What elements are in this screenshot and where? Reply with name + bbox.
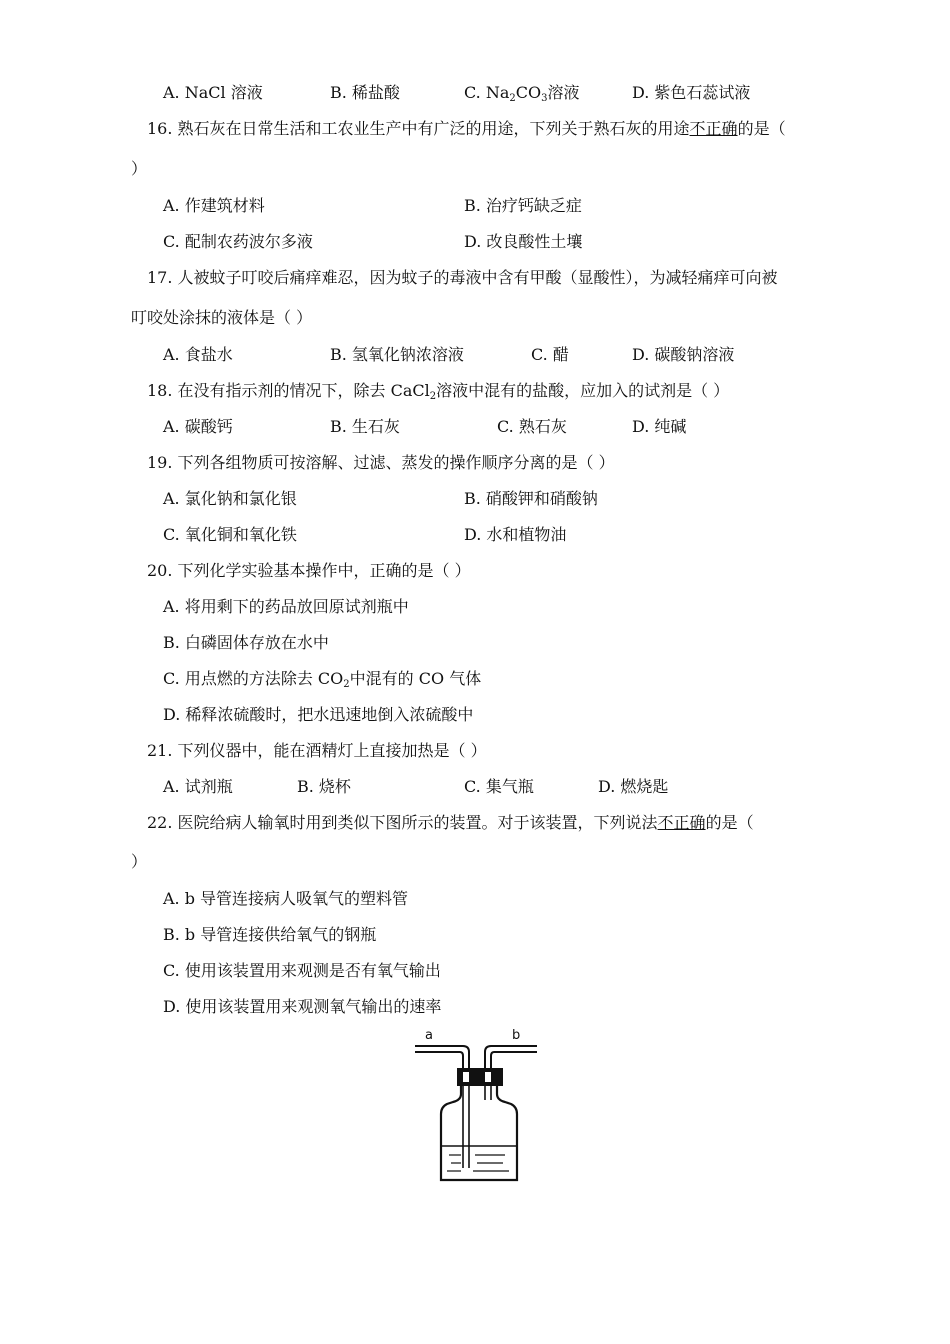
q19-stem: 19. 下列各组物质可按溶解、过滤、蒸发的操作顺序分离的是（ ） xyxy=(147,453,615,472)
q18-option-d: D. 纯碱 xyxy=(632,417,687,436)
q18-stem: 18. 在没有指示剂的情况下，除去 CaCl$_2$溶液中混有的盐酸，应加入的试剂是（ ） xyxy=(147,381,730,402)
q17-option-d: D. 碳酸钠溶液 xyxy=(632,345,735,364)
q15-option-a: A. NaCl 溶液 xyxy=(163,83,263,102)
q21-option-d: D. 燃烧匙 xyxy=(598,777,669,796)
q15-option-d: D. 紫色石蕊试液 xyxy=(632,83,751,102)
q18-option-c: C. 熟石灰 xyxy=(497,417,567,436)
q17-option-b: B. 氢氧化钠浓溶液 xyxy=(330,345,464,364)
q16-option-a: A. 作建筑材料 xyxy=(163,196,265,215)
q21-option-a: A. 试剂瓶 xyxy=(163,777,233,796)
tube-a xyxy=(415,1046,469,1068)
q22-option-a: A. b 导管连接病人吸氧气的塑料管 xyxy=(163,889,409,908)
q21-option-c: C. 集气瓶 xyxy=(464,777,534,796)
q16-option-d: D. 改良酸性土壤 xyxy=(464,232,583,251)
q20-option-b: B. 白磷固体存放在水中 xyxy=(163,633,329,652)
bottle-body xyxy=(441,1086,517,1180)
q16-stem-end: ） xyxy=(131,159,148,178)
q19-option-d: D. 水和植物油 xyxy=(464,525,567,544)
q22-stem: 22. 医院给病人输氧时用到类似下图所示的装置。对于该装置，下列说法不正确的是（ xyxy=(147,813,754,832)
q18-option-b: B. 生石灰 xyxy=(330,417,400,436)
q17-stem-line2: 叮咬处涂抹的液体是（ ） xyxy=(131,308,313,327)
q19-option-b: B. 硝酸钾和硝酸钠 xyxy=(464,489,598,508)
q17-stem-line1: 17. 人被蚊子叮咬后痛痒难忍，因为蚊子的毒液中含有甲酸（显酸性），为减轻痛痒可向被 xyxy=(147,268,778,287)
q19-option-c: C. 氧化铜和氧化铁 xyxy=(163,525,297,544)
q22-option-d: D. 使用该装置用来观测氧气输出的速率 xyxy=(163,997,442,1016)
gas-washing-bottle-figure xyxy=(405,1028,545,1188)
q18-option-a: A. 碳酸钙 xyxy=(163,417,233,436)
q15-option-b: B. 稀盐酸 xyxy=(330,83,400,102)
label-b: b xyxy=(512,1028,521,1043)
q16-option-b: B. 治疗钙缺乏症 xyxy=(464,196,582,215)
q21-stem: 21. 下列仪器中，能在酒精灯上直接加热是（ ） xyxy=(147,741,487,760)
q20-option-d: D. 稀释浓硫酸时，把水迅速地倒入浓硫酸中 xyxy=(163,705,474,724)
label-a: a xyxy=(425,1028,433,1043)
q17-option-a: A. 食盐水 xyxy=(163,345,233,364)
q22-option-c: C. 使用该装置用来观测是否有氧气输出 xyxy=(163,961,441,980)
q22-option-b: B. b 导管连接供给氧气的钢瓶 xyxy=(163,925,377,944)
q17-option-c: C. 醋 xyxy=(531,345,569,364)
q16-option-c: C. 配制农药波尔多液 xyxy=(163,232,313,251)
q20-option-c: C. 用点燃的方法除去 $CO_2$中混有的 CO 气体 xyxy=(163,669,482,690)
q22-stem-end: ） xyxy=(131,852,148,871)
q16-stem: 16. 熟石灰在日常生活和工农业生产中有广泛的用途，下列关于熟石灰的用途不正确的是（ xyxy=(147,119,786,138)
q19-option-a: A. 氯化钠和氯化银 xyxy=(163,489,297,508)
q20-stem: 20. 下列化学实验基本操作中，正确的是（ ） xyxy=(147,561,471,580)
q20-option-a: A. 将用剩下的药品放回原试剂瓶中 xyxy=(163,597,409,616)
q15-option-c: C. $Na_2CO_3$溶液 xyxy=(464,83,580,104)
q21-option-b: B. 烧杯 xyxy=(297,777,351,796)
tube-b xyxy=(485,1046,537,1068)
